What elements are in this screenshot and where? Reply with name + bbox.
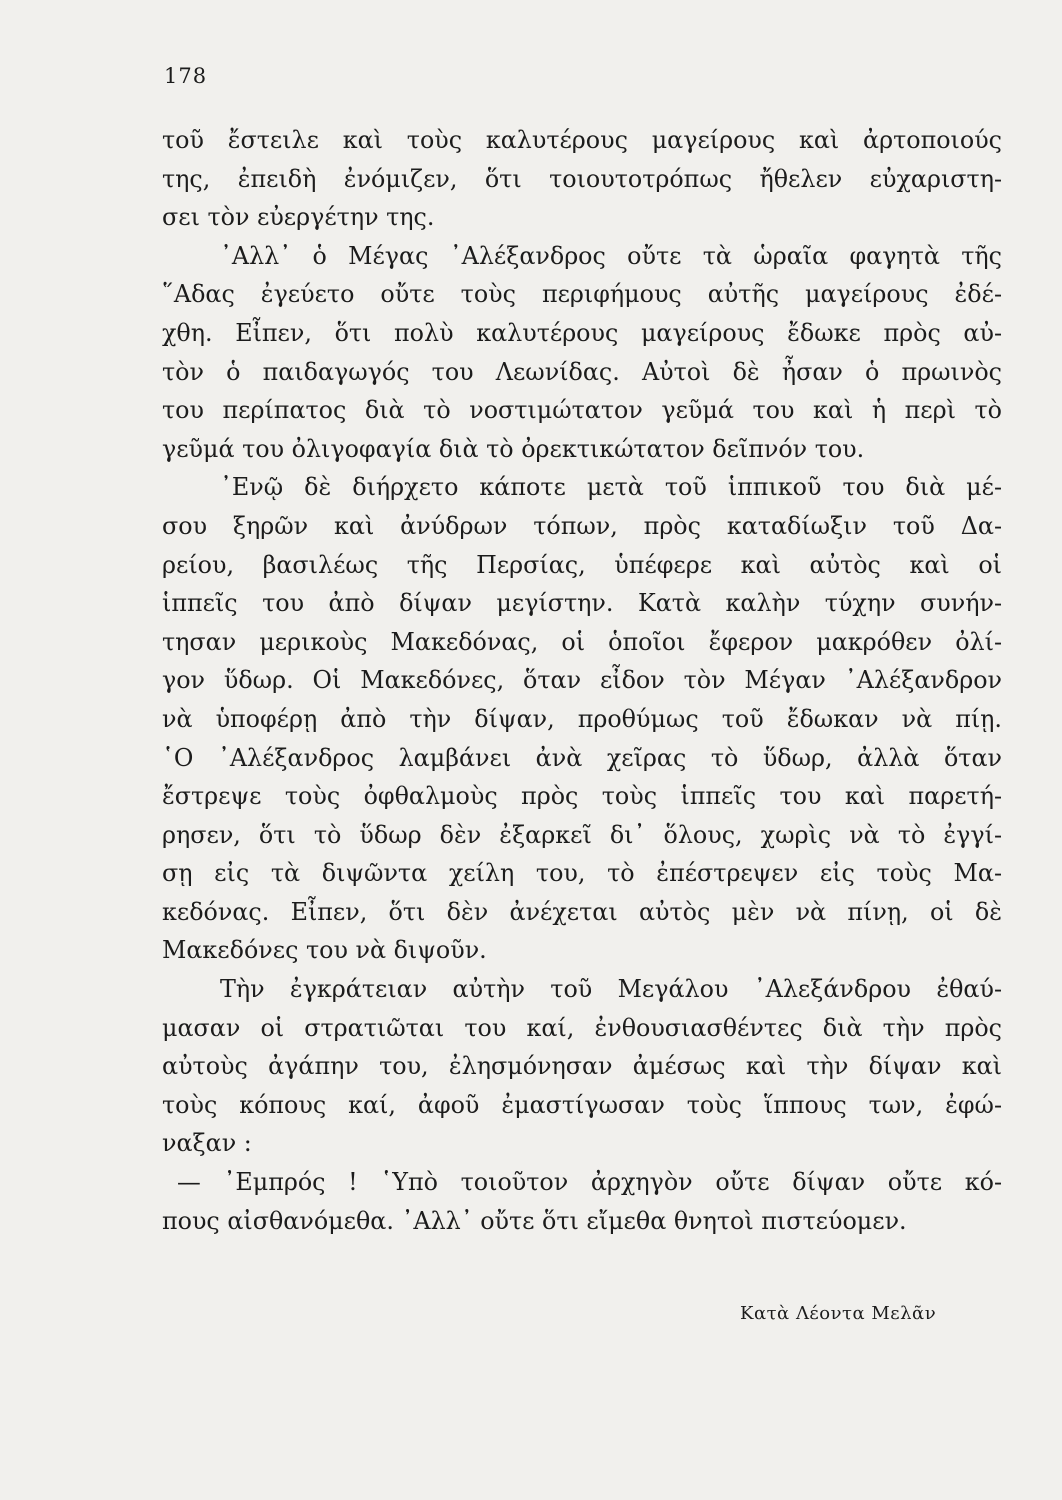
text-line: τοῦ ἔστειλε καὶ τοὺς καλυτέρους μαγείρους καὶ ἀρτοποιούς — [162, 126, 1002, 154]
text-line: ᾿Αλλ᾿ ὁ Μέγας ᾿Αλέξανδρος οὔτε τὰ ὡραῖα φαγητὰ τῆς — [220, 241, 1002, 270]
text-line: γον ὕδωρ. Οἱ Μακεδόνες, ὅταν εἶδον τὸν Μέγαν ᾿Αλέξανδρον — [162, 666, 1002, 695]
text-line: Τὴν ἐγκράτειαν αὐτὴν τοῦ Μεγάλου ᾿Αλεξάνδρου ἐθαύ- — [220, 975, 1002, 1004]
text-line: πους αἰσθανόμεθα. ᾿Αλλ᾿ οὔτε ὅτι εἴμεθα θνητοὶ πιστεύομεν. — [162, 1206, 907, 1235]
author-attribution: Κατὰ Λέοντα Μελᾶν — [740, 1303, 937, 1324]
text-line: — ᾿Εμπρός ! ῾Υπὸ τοιοῦτον ἀρχηγὸν οὔτε δίψαν οὔτε κό- — [177, 1168, 1002, 1197]
text-line: γεῦμά του ὀλιγοφαγία διὰ τὸ ὀρεκτικώτατον δεῖπνόν του. — [162, 434, 865, 463]
text-line: αὐτοὺς ἀγάπην του, ἐλησμόνησαν ἀμέσως καὶ τὴν δίψαν καὶ — [162, 1052, 1002, 1081]
page-number: 178 — [164, 64, 208, 88]
text-line: ἱππεῖς του ἀπὸ δίψαν μεγίστην. Κατὰ καλὴν τύχην συνήν- — [162, 589, 1002, 618]
text-line: ναξαν : — [162, 1129, 252, 1158]
text-line: μασαν οἱ στρατιῶται του καί, ἐνθουσιασθέντες διὰ τὴν πρὸς — [162, 1013, 1002, 1042]
text-line: της, ἐπειδὴ ἐνόμιζεν, ὅτι τοιουτοτρόπως ἤθελεν εὐχαριστη- — [162, 164, 1002, 193]
text-line: σει τὸν εὐεργέτην της. — [162, 203, 435, 232]
text-line: ῾Ο ᾿Αλέξανδρος λαμβάνει ἀνὰ χεῖρας τὸ ὕδωρ, ἀλλὰ ὅταν — [162, 743, 1002, 772]
text-line: ῞Αδας ἐγεύετο οὔτε τοὺς περιφήμους αὐτῆς μαγείρους ἐδέ- — [162, 280, 1002, 309]
text-line: ᾿Ενῷ δὲ διήρχετο κάποτε μετὰ τοῦ ἱππικοῦ του διὰ μέ- — [220, 473, 1002, 502]
text-line: ρησεν, ὅτι τὸ ὕδωρ δὲν ἐξαρκεῖ δι᾿ ὅλους, χωρὶς νὰ τὸ ἐγγί- — [162, 820, 1002, 849]
text-line: του περίπατος διὰ τὸ νοστιμώτατον γεῦμά του καὶ ἡ περὶ τὸ — [162, 396, 1002, 425]
text-line: Μακεδόνες του νὰ διψοῦν. — [162, 936, 487, 965]
text-line: ἔστρεψε τοὺς ὀφθαλμοὺς πρὸς τοὺς ἱππεῖς του καὶ παρετή- — [162, 782, 1002, 811]
text-line: κεδόνας. Εἶπεν, ὅτι δὲν ἀνέχεται αὐτὸς μὲν νὰ πίνῃ, οἱ δὲ — [162, 897, 1002, 926]
text-line: χθη. Εἶπεν, ὅτι πολὺ καλυτέρους μαγείρους ἔδωκε πρὸς αὐ- — [162, 318, 1002, 347]
text-line: νὰ ὑποφέρῃ ἀπὸ τὴν δίψαν, προθύμως τοῦ ἔδωκαν νὰ πίῃ. — [162, 704, 1002, 733]
text-line: σου ξηρῶν καὶ ἀνύδρων τόπων, πρὸς καταδίωξιν τοῦ Δα- — [162, 511, 1002, 540]
body-text — [162, 121, 1002, 1240]
text-line: τοὺς κόπους καί, ἀφοῦ ἐμαστίγωσαν τοὺς ἵππους των, ἐφώ- — [162, 1090, 1002, 1119]
text-line: ρείου, βασιλέως τῆς Περσίας, ὑπέφερε καὶ αὐτὸς καὶ οἱ — [162, 550, 1002, 579]
text-line: σῃ εἰς τὰ διψῶντα χείλη του, τὸ ἐπέστρεψεν εἰς τοὺς Μα- — [162, 859, 1002, 888]
text-line: τὸν ὁ παιδαγωγός του Λεωνίδας. Αὐτοὶ δὲ ἦσαν ὁ πρωινὸς — [162, 357, 1002, 386]
text-line: τησαν μερικοὺς Μακεδόνας, οἱ ὁποῖοι ἔφερον μακρόθεν ὀλί- — [162, 627, 1002, 656]
